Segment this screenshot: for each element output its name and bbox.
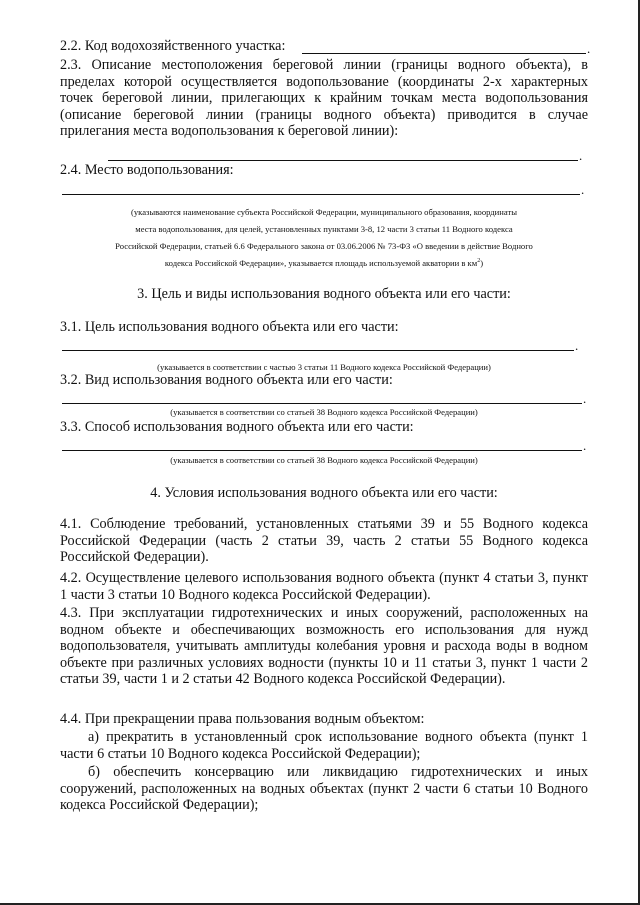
item-2-2-end-mark: . (587, 41, 591, 56)
item-2-3-fill-line[interactable] (108, 160, 578, 161)
item-3-2-label: 3.2. Вид использования водного объекта или его части: (60, 372, 393, 388)
superscript-two: 2 (477, 258, 481, 265)
item-4-4-text: 4.4. При прекращении права пользования водным объектом: (60, 711, 425, 727)
section-4-heading: 4. Условия использования водного объекта или его части: (150, 485, 498, 501)
item-2-3-text: 2.3. Описание местоположения береговой линии (границы водного объекта), в пределах которой осуществляется водопользование (координаты 2-х характерных точек береговой линии, прилегающих к крайним точкам места водопользования (описание береговой линии (границы водного объекта) приводится в случае прилегания места водопользования к береговой линии): (60, 57, 588, 140)
item-2-2-fill-line[interactable] (302, 53, 586, 54)
item-2-4-fill-line[interactable] (62, 194, 580, 195)
item-3-1-end-mark: . (575, 338, 579, 353)
item-3-1-fill-line[interactable] (62, 350, 574, 351)
item-2-4-label: 2.4. Место водопользования: (60, 162, 234, 178)
item-3-1-note: (указывается в соответствии с частью 3 статьи 11 Водного кодекса Российской Федерации) (157, 362, 491, 372)
item-2-4-end-mark: . (581, 182, 585, 197)
item-2-4-note-line-3: Российской Федерации, статьей 6.6 Федерального закона от 03.06.2006 № 73-ФЗ «О введении в действие Водного (115, 241, 533, 251)
item-2-2-label: 2.2. Код водохозяйственного участка: (60, 38, 286, 54)
item-4-4-b-text: б) обеспечить консервацию или ликвидацию гидротехнических и иных сооружений, расположенных на водных объектах (пункт 2 части 6 статьи 10 Водного кодекса Российской Федерации); (60, 764, 588, 814)
item-3-2-end-mark: . (583, 391, 587, 406)
section-3-heading: 3. Цель и виды использования водного объекта или его части: (137, 286, 511, 302)
item-2-4-note-line-2: места водопользования, для целей, установленных пунктами 3-8, 12 части 3 статьи 11 Водного кодекса (135, 224, 513, 234)
item-4-1-text: 4.1. Соблюдение требований, установленных статьями 39 и 55 Водного кодекса Российской Федерации (часть 2 статьи 39, часть 2 статьи 55 Водного кодекса Российской Федерации). (60, 516, 588, 566)
item-3-3-fill-line[interactable] (62, 450, 582, 451)
item-2-4-note-line-4: кодекса Российской Федерации», указывается площадь используемой акватории в $км^2$) (164, 258, 484, 268)
item-3-3-note: (указывается в соответствии со статьей 38 Водного кодекса Российской Федерации) (170, 455, 478, 465)
item-3-3-end-mark: . (583, 438, 587, 453)
item-2-4-note-line-1: (указываются наименование субъекта Российской Федерации, муниципального образования, координаты (131, 207, 517, 217)
item-3-1-label: 3.1. Цель использования водного объекта или его части: (60, 319, 399, 335)
item-4-4-a-text: а) прекратить в установленный срок использование водного объекта (пункт 1 части 6 статьи 10 Водного кодекса Российской Федерации); (60, 729, 588, 762)
item-4-3-text: 4.3. При эксплуатации гидротехнических и иных сооружений, расположенных на водном объекте и обеспечивающих возможность его использования для нужд водопользователя, учитывать амплитуды колебания уровня и расхода воды в водном объекте при различных условиях водности (пункты 10 и 11 статьи 3, пункт 1 части 2 статьи 39, части 1 и 2 статьи 42 Водного кодекса Российской Федерации). (60, 605, 588, 688)
item-4-2-text: 4.2. Осуществление целевого использования водного объекта (пункт 4 статьи 3, пункт 1 части 3 статьи 10 Водного кодекса Российской Федерации). (60, 570, 588, 603)
item-3-3-label: 3.3. Способ использования водного объекта или его части: (60, 419, 414, 435)
item-2-3-end-mark: . (579, 148, 583, 163)
item-3-2-note: (указывается в соответствии со статьей 38 Водного кодекса Российской Федерации) (170, 407, 478, 417)
